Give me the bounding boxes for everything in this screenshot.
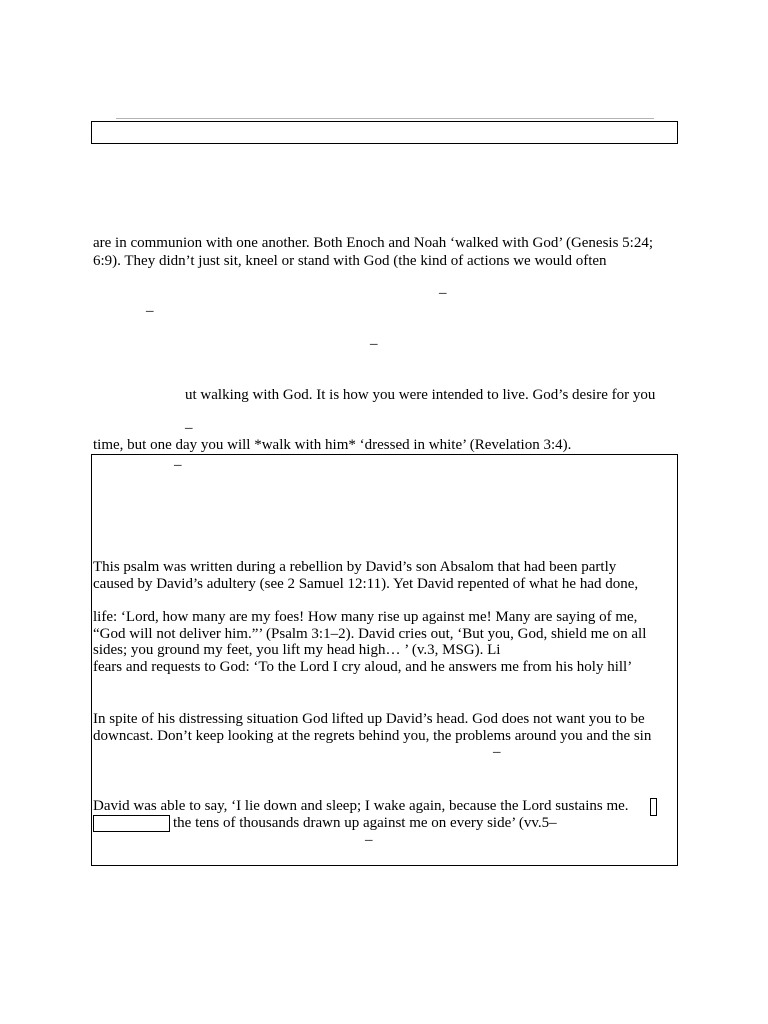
box-line: life: ‘Lord, how many are my foes! How many rise up against me! Many are saying of me, <box>93 609 638 625</box>
box-line: In spite of his distressing situation God lifted up David’s head. God does not want you to be <box>93 711 645 727</box>
header-box <box>91 121 678 144</box>
body-line: time, but one day you will *walk with him* ‘dressed in white’ (Revelation 3:4). <box>93 437 572 453</box>
header-rule <box>116 118 654 119</box>
dash-mark: – <box>365 832 373 848</box>
body-line: ut walking with God. It is how you were intended to live. God’s desire for you <box>185 387 656 403</box>
body-line: are in communion with one another. Both Enoch and Noah ‘walked with God’ (Genesis 5:24; <box>93 235 654 251</box>
box-line: sides; you ground my feet, you lift my head high… ’ (v.3, MSG). Li <box>93 642 501 658</box>
box-line: caused by David’s adultery (see 2 Samuel 12:11). Yet David repented of what he had done, <box>93 576 639 592</box>
box-line: the tens of thousands drawn up against me on every side’ (vv.5– <box>173 815 557 831</box>
dash-mark: – <box>185 420 193 436</box>
empty-field <box>650 798 657 816</box>
box-line: fears and requests to God: ‘To the Lord I cry aloud, and he answers me from his holy hill’ <box>93 659 633 675</box>
dash-mark: – <box>493 744 501 760</box>
dash-mark: – <box>439 285 447 301</box>
dash-mark: – <box>146 303 154 319</box>
body-line: 6:9). They didn’t just sit, kneel or stand with God (the kind of actions we would often <box>93 253 607 269</box>
box-line: “God will not deliver him.”’ (Psalm 3:1–2). David cries out, ‘But you, God, shield me on all <box>93 626 647 642</box>
box-line: This psalm was written during a rebellion by David’s son Absalom that had been partly <box>93 559 617 575</box>
dash-mark: – <box>370 336 378 352</box>
dash-mark: – <box>174 457 182 473</box>
box-line: David was able to say, ‘I lie down and sleep; I wake again, because the Lord sustains me. <box>93 798 629 814</box>
box-line: downcast. Don’t keep looking at the regrets behind you, the problems around you and the sin <box>93 728 652 744</box>
empty-field <box>93 815 170 832</box>
